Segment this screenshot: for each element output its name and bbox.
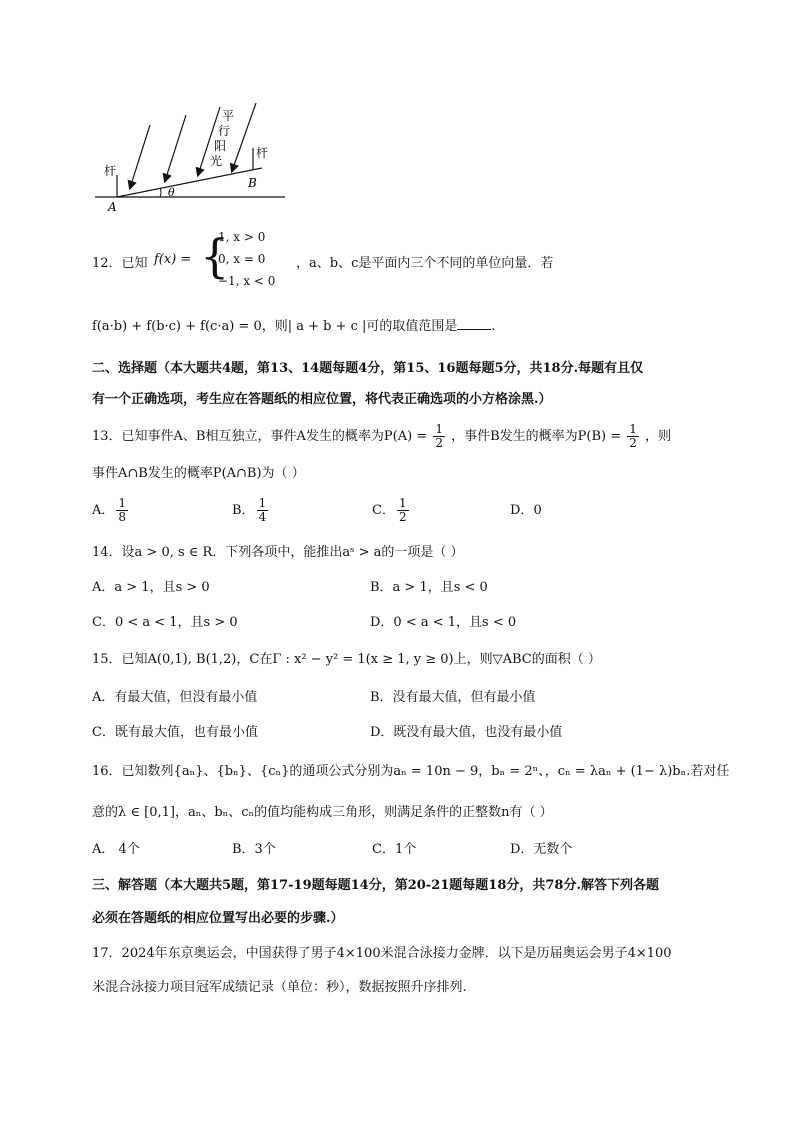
sun-ray-1 <box>130 125 150 188</box>
q13-option-b[interactable]: B． $\frac{1}{4}$ <box>232 496 267 524</box>
theta-label: θ <box>168 186 175 199</box>
q16-option-d[interactable]: D．无数个 <box>510 842 573 857</box>
q16-option-b[interactable]: B．3个 <box>232 842 276 857</box>
point-b-label: B <box>248 176 257 190</box>
point-a-label: A <box>108 200 117 214</box>
q15-option-a[interactable]: A．有最大值，但没有最小值 <box>92 690 258 705</box>
q13-line1 <box>92 420 671 454</box>
q15-option-b[interactable]: B．没有最大值，但有最小值 <box>370 690 536 705</box>
q16-option-a[interactable]: A． 4个 <box>92 842 140 857</box>
q12-suffix: ，a、b、c是平面内三个不同的单位向量．若 <box>296 256 554 271</box>
q12-func: f(x) = <box>154 252 192 267</box>
q14-option-b[interactable]: B．a > 1，且s < 0 <box>370 580 488 595</box>
q12-line2 <box>92 315 496 334</box>
q13-option-c[interactable]: C． $\frac{1}{2}$ <box>372 496 407 524</box>
q16-line1: 16．已知数列{aₙ}、{bₙ}、{cₙ}的通项公式分别为aₙ = 10n − 9，bₙ = 2ⁿ、，cₙ = λaₙ + (1− λ)bₙ.若对任 <box>92 764 730 779</box>
section3-header-line2: 必须在答题纸的相应位置写出必要的步骤.） <box>92 911 344 926</box>
pole-right-label: 杆 <box>256 146 269 160</box>
section3-header-line1: 三、解答题（本大题共5题，第17-19题每题14分，第20-21题每题18分，共78分.解答下列各题 <box>92 878 659 893</box>
q14-option-a[interactable]: A．a > 1，且s > 0 <box>92 580 210 595</box>
q16-option-c[interactable]: C．1个 <box>372 842 417 857</box>
q13-pa-fraction: $\frac{1}{2}$ <box>435 422 443 450</box>
pole-left-label: 杆 <box>104 164 117 178</box>
sunlight-char-2: 行 <box>218 124 231 138</box>
q13-pb-fraction: $\frac{1}{2}$ <box>629 422 637 450</box>
theta-arc <box>160 188 161 197</box>
q17-line1: 17．2024年东京奥运会，中国获得了男子4×100米混合泳接力金牌．以下是历届奥运会男子4×100 <box>92 946 672 961</box>
q13-text-c: ，则 <box>645 429 672 444</box>
sunlight-char-3: 阳 <box>214 139 227 153</box>
q14-option-c[interactable]: C．0 < a < 1，且s > 0 <box>92 615 238 630</box>
q13-line2: 事件A∩B发生的概率P(A∩B)为（ ） <box>92 466 305 481</box>
q13-text-b: ，事件B发生的概率为P(B) = <box>451 429 622 444</box>
q12-piece3: −1, x < 0 <box>218 274 276 288</box>
q12-brace: { <box>200 229 230 283</box>
sunlight-char-4: 光 <box>210 154 223 168</box>
q16-line2: 意的λ ∈ [0,1]，aₙ、bₙ、cₙ的值均能构成三角形，则满足条件的正整数n有（ ） <box>92 805 553 820</box>
sun-ray-2 <box>165 115 186 181</box>
q14-option-d[interactable]: D．0 < a < 1，且s < 0 <box>370 615 517 630</box>
section2-header-line2: 有一个正确选项，考生应在答题纸的相应位置，将代表正确选项的小方格涂黑.） <box>92 392 552 407</box>
q13-text-a: 13．已知事件A、B相互独立，事件A发生的概率为P(A) = <box>92 429 428 444</box>
answer-blank[interactable] <box>457 317 491 330</box>
q13-option-a[interactable]: A． $\frac{1}{8}$ <box>92 496 127 524</box>
q17-line2: 米混合泳接力项目冠军成绩记录（单位：秒），数据按照升序排列. <box>92 980 467 995</box>
q12-prefix: 12．已知 <box>92 256 148 271</box>
q12-piece2: 0, x = 0 <box>218 252 266 266</box>
q12-condition: f(a·b) + f(b·c) + f(c·a) = 0，则| a + b + c |可的取值范围是 <box>92 319 458 334</box>
q13-option-d[interactable]: D．0 <box>510 503 542 518</box>
sunlight-char-1: 平 <box>222 109 235 123</box>
incline-line <box>117 168 262 197</box>
q15-option-d[interactable]: D．既没有最大值，也没有最小值 <box>370 725 563 740</box>
sunlight-pole-figure <box>90 95 290 215</box>
q15-option-c[interactable]: C．既有最大值，也有最小值 <box>92 725 258 740</box>
q12-piece1: 1, x > 0 <box>218 230 266 244</box>
q15-stem: 15．已知A(0,1), B(1,2)，C在Γ : x² − y² = 1(x ≥ 1, y ≥ 0)上，则▽ABC的面积（ ） <box>92 652 601 667</box>
q14-stem: 14．设a > 0, s ∈ R．下列各项中，能推出aˢ > a的一项是（ ） <box>92 545 464 560</box>
section2-header-line1: 二、选择题（本大题共4题，第13、14题每题4分，第15、16题每题5分，共18分.每题有且仅 <box>92 361 644 376</box>
q12-end: . <box>491 319 496 334</box>
